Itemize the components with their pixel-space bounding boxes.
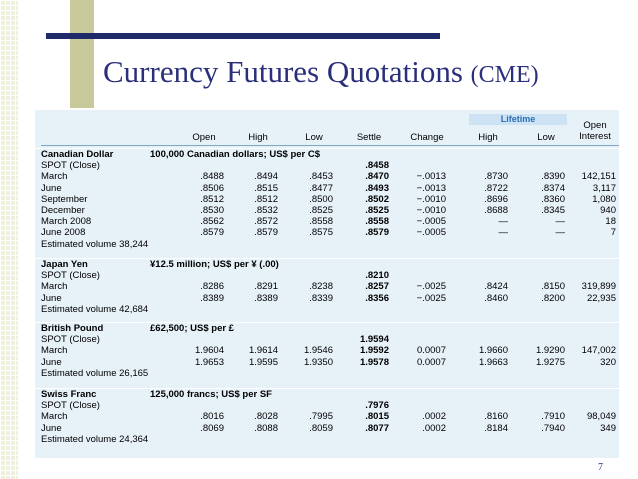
cell-open: .8530: [200, 205, 224, 216]
cell-high: 1.9595: [248, 356, 278, 368]
cell-llow: .8200: [541, 292, 565, 304]
cell-lhigh: .8688: [484, 205, 508, 216]
cell-change: −.0025: [416, 281, 446, 293]
decorative-olive-bar: [70, 0, 94, 108]
estimated-volume: Estimated volume 26,165: [41, 367, 149, 379]
row-month: June: [41, 182, 62, 194]
cell-llow: —: [555, 227, 565, 239]
cell-oi: 7: [610, 227, 616, 239]
row-month: March: [41, 411, 68, 423]
cell-oi: 940: [600, 205, 616, 216]
spot-value: .7976: [365, 400, 389, 412]
cell-low: 1.9350: [303, 356, 333, 368]
header-lifetime-high: High: [478, 132, 498, 143]
cell-settle: 1.9592: [359, 345, 389, 357]
section-name: Japan Yen: [41, 259, 88, 270]
row-month: December: [41, 205, 85, 216]
section-contract: 100,000 Canadian dollars; US$ per C$: [150, 149, 321, 160]
cell-open: .8286: [200, 281, 224, 293]
cell-high: .8028: [254, 411, 278, 423]
cell-open: .8562: [200, 216, 224, 228]
header-open-interest-2: Interest: [579, 131, 611, 142]
row-month: March: [41, 171, 68, 183]
cell-settle: .8558: [365, 216, 389, 228]
cell-high: .8291: [254, 281, 278, 293]
cell-llow: 1.9290: [535, 345, 565, 357]
cell-lhigh: .8184: [484, 422, 508, 434]
cell-lhigh: .8696: [484, 193, 508, 205]
cell-settle: .8579: [365, 227, 389, 239]
cell-change: −.0005: [416, 216, 446, 228]
row-month: March 2008: [41, 216, 92, 228]
cell-high: .8088: [254, 422, 278, 434]
cell-lhigh: .8730: [484, 171, 508, 183]
cell-lhigh: —: [498, 216, 508, 228]
cell-change: 0.0007: [416, 356, 446, 368]
row-month: June: [41, 422, 62, 434]
cell-llow: .8374: [541, 182, 565, 194]
cell-change: .0002: [422, 422, 446, 434]
cell-change: −.0025: [416, 292, 446, 304]
row-month: June 2008: [41, 227, 86, 239]
slide-title-text: Currency Futures Quotations: [103, 54, 463, 89]
title-rule: [46, 33, 440, 39]
cell-oi: 142,151: [581, 171, 616, 183]
cell-settle: 1.9578: [359, 356, 389, 368]
cell-open: .8579: [200, 227, 224, 239]
header-settle: Settle: [356, 132, 382, 143]
cell-low: 1.9546: [303, 345, 333, 357]
cell-open: .8016: [200, 411, 224, 423]
cell-open: .8488: [200, 171, 224, 183]
cell-llow: .7910: [541, 411, 565, 423]
spot-label: SPOT (Close): [41, 400, 100, 412]
cell-change: −.0013: [416, 171, 446, 183]
cell-oi: 22,935: [586, 292, 616, 304]
header-lifetime-low: Low: [537, 132, 555, 143]
slide-title-suffix: (CME): [470, 62, 539, 88]
cell-lhigh: —: [498, 227, 508, 239]
header-high: High: [248, 132, 268, 143]
row-month: June: [41, 292, 62, 304]
lifetime-header: Lifetime: [500, 114, 536, 124]
cell-high: .8389: [254, 292, 278, 304]
cell-change: −.0010: [416, 205, 446, 216]
cell-llow: .8150: [541, 281, 565, 293]
cell-lhigh: .8424: [484, 281, 508, 293]
cell-high: .8512: [254, 193, 278, 205]
cell-low: .7995: [309, 411, 333, 423]
cell-lhigh: 1.9663: [478, 356, 508, 368]
cell-low: .8500: [309, 193, 333, 205]
cell-high: .8572: [254, 216, 278, 228]
section-name: Canadian Dollar: [41, 149, 114, 160]
cell-change: −.0013: [416, 182, 446, 194]
decorative-grid-strip: [0, 0, 18, 479]
section-contract: £62,500; US$ per £: [150, 323, 234, 334]
cell-high: .8515: [254, 182, 278, 194]
cell-open: .8512: [200, 193, 224, 205]
cell-high: 1.9614: [248, 345, 278, 357]
cell-lhigh: .8460: [484, 292, 508, 304]
cell-lhigh: .8160: [484, 411, 508, 423]
cell-low: .8477: [309, 182, 333, 194]
cell-llow: —: [555, 216, 565, 228]
cell-settle: .8077: [365, 422, 389, 434]
cell-settle: .8356: [365, 292, 389, 304]
cell-change: 0.0007: [416, 345, 446, 357]
cell-oi: 147,002: [581, 345, 616, 357]
cell-settle: .8470: [365, 171, 389, 183]
section-contract: 125,000 francs; US$ per SF: [150, 389, 272, 400]
estimated-volume: Estimated volume 24,364: [41, 433, 149, 445]
cell-low: .8525: [309, 205, 333, 216]
section-contract: ¥12.5 million; US$ per ¥ (.00): [150, 259, 279, 270]
cell-llow: .8390: [541, 171, 565, 183]
cell-low: .8339: [309, 292, 333, 304]
cell-low: .8558: [309, 216, 333, 228]
cell-high: .8494: [254, 171, 278, 183]
cell-oi: 320: [600, 356, 616, 368]
cell-open: .8389: [200, 292, 224, 304]
slide-title: [103, 54, 539, 90]
cell-open: .8069: [200, 422, 224, 434]
cell-change: −.0010: [416, 193, 446, 205]
cell-llow: .8360: [541, 193, 565, 205]
row-month: June: [41, 356, 62, 368]
spot-value: .8458: [365, 160, 389, 172]
spot-label: SPOT (Close): [41, 160, 100, 172]
header-low: Low: [305, 132, 323, 143]
cell-settle: .8525: [365, 205, 389, 216]
estimated-volume: Estimated volume 42,684: [41, 303, 149, 315]
spot-value: .8210: [365, 270, 389, 282]
row-month: March: [41, 281, 68, 293]
row-month: March: [41, 345, 68, 357]
cell-change: .0002: [422, 411, 446, 423]
cell-open: 1.9653: [194, 356, 224, 368]
cell-llow: .8345: [541, 205, 565, 216]
cell-llow: 1.9275: [535, 356, 565, 368]
cell-low: .8059: [309, 422, 333, 434]
cell-high: .8579: [254, 227, 278, 239]
cell-oi: 98,049: [586, 411, 616, 423]
cell-open: 1.9604: [194, 345, 224, 357]
header-open-interest-1: Open: [583, 120, 607, 131]
cell-settle: .8493: [365, 182, 389, 194]
cell-low: .8575: [309, 227, 333, 239]
page-number: 7: [598, 462, 603, 473]
spot-label: SPOT (Close): [41, 270, 100, 282]
section-name: British Pound: [41, 323, 104, 334]
cell-oi: 319,899: [581, 281, 616, 293]
row-month: September: [41, 193, 88, 205]
cell-settle: .8015: [365, 411, 389, 423]
cell-lhigh: 1.9660: [478, 345, 508, 357]
spot-value: 1.9594: [359, 334, 389, 346]
cell-oi: 3,117: [592, 182, 616, 194]
cell-open: .8506: [200, 182, 224, 194]
cell-oi: 1,080: [592, 193, 616, 205]
cell-oi: 18: [605, 216, 616, 228]
cell-oi: 349: [600, 422, 616, 434]
cell-lhigh: .8722: [484, 182, 508, 194]
cell-low: .8453: [309, 171, 333, 183]
cell-llow: .7940: [541, 422, 565, 434]
estimated-volume: Estimated volume 38,244: [41, 238, 149, 250]
header-rule: [41, 145, 619, 146]
section-name: Swiss Franc: [41, 389, 97, 400]
cell-change: −.0005: [416, 227, 446, 239]
cell-settle: .8502: [365, 193, 389, 205]
cell-low: .8238: [309, 281, 333, 293]
cell-high: .8532: [254, 205, 278, 216]
cell-settle: .8257: [365, 281, 389, 293]
spot-label: SPOT (Close): [41, 334, 100, 346]
header-open: Open: [192, 132, 216, 143]
header-change: Change: [410, 132, 444, 143]
